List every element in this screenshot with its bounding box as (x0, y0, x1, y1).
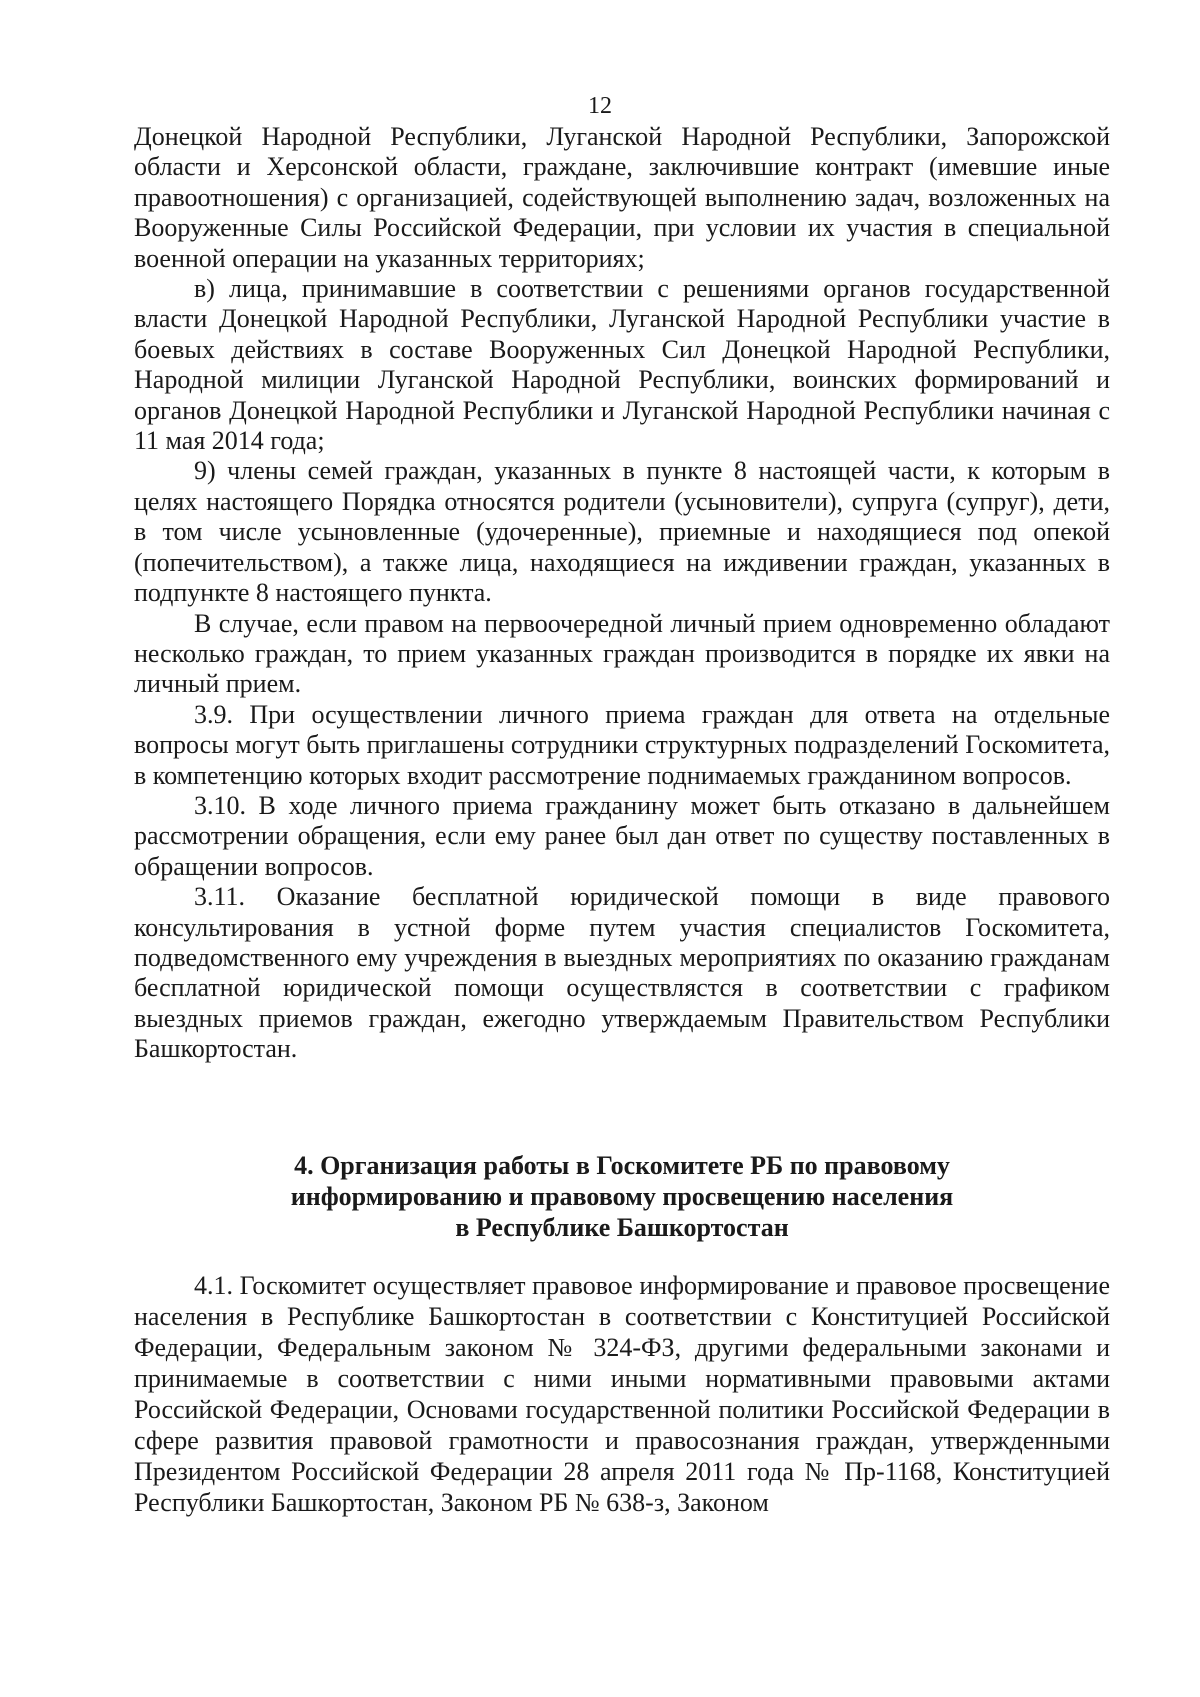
paragraph-item-9: 9) члены семей граждан, указанных в пункте 8 настоящей части, к которым в целях настоящего Порядка относятся родители (усыновители), супруга (супруг), дети, в том числе усыновленные (удочеренные), приемные и находящиеся под опекой (попечительством), а также лица, находящиеся на иждивении граждан, указанных в подпункте 8 настоящего пункта. (134, 456, 1110, 608)
paragraph-continuation: Донецкой Народной Республики, Луганской Народной Республики, Запорожской области и Херсонской области, граждане, заключившие контракт (имевшие иные правоотношения) с организацией, содействующей выполнению задач, возложенных на Вооруженные Силы Российской Федерации, при условии их участия в специальной военной операции на указанных территориях; (134, 122, 1110, 273)
paragraph-priority-reception: В случае, если правом на первоочередной личный прием одновременно обладают несколько граждан, то прием указанных граждан производится в порядке их явки на личный прием. (134, 608, 1110, 699)
paragraph-item-v: в) лица, принимавшие в соответствии с решениями органов государственной власти Донецкой Народной Республики, Луганской Народной Республики участие в боевых действиях в составе Вооруженных Сил Донецкой Народной Республики, Народной милиции Луганской Народной Республики, воинских формирований и органов Донецкой Народной Республики и Луганской Народной Республики начиная с 11 мая 2014 года; (134, 274, 1110, 456)
paragraph-3-9: 3.9. При осуществлении личного приема граждан для ответа на отдельные вопросы могут быть приглашены сотрудники структурных подразделений Госкомитета, в компетенцию которых входит рассмотрение поднимаемых гражданином вопросов. (134, 699, 1110, 790)
page-number: 12 (588, 93, 612, 119)
section-heading-line-3: в Республике Башкортостан (455, 1213, 789, 1242)
paragraph-3-10: 3.10. В ходе личного приема гражданину может быть отказано в дальнейшем рассмотрении обращения, если ему ранее был дан ответ по существу поставленных в обращении вопросов. (134, 790, 1110, 881)
paragraph-3-11: 3.11. Оказание бесплатной юридической помощи в виде правового консультирования в устной форме путем участия специалистов Госкомитета, подведомственного ему учреждения в выездных мероприятиях по оказанию гражданам бесплатной юридической помощи осуществлястся в соответствии с графиком выездных приемов граждан, ежегодно утверждаемым Правительством Республики Башкортостан. (134, 882, 1110, 1064)
section-heading-line-1: 4. Организация работы в Госкомитете РБ по правовому (294, 1151, 950, 1180)
body-text-bottom (134, 1270, 1110, 1518)
section-heading-line-2: информированию и правовому просвещению населения (290, 1182, 954, 1211)
paragraph-4-1: 4.1. Госкомитет осуществляет правовое информирование и правовое просвещение населения в Республике Башкортостан в соответствии с Конституцией Российской Федерации, Федеральным законом № 324-ФЗ, другими федеральными законами и принимаемые в соответствии с ними иными нормативными правовыми актами Российской Федерации, Основами государственной политики Российской Федерации в сфере развития правовой грамотности и правосознания граждан, утвержденными Президентом Российской Федерации 28 апреля 2011 года № Пр-1168, Конституцией Республики Башкортостан, Законом РБ № 638-з, Законом (134, 1271, 1110, 1517)
section-heading (134, 1150, 1110, 1243)
body-text-top (134, 122, 1110, 1065)
